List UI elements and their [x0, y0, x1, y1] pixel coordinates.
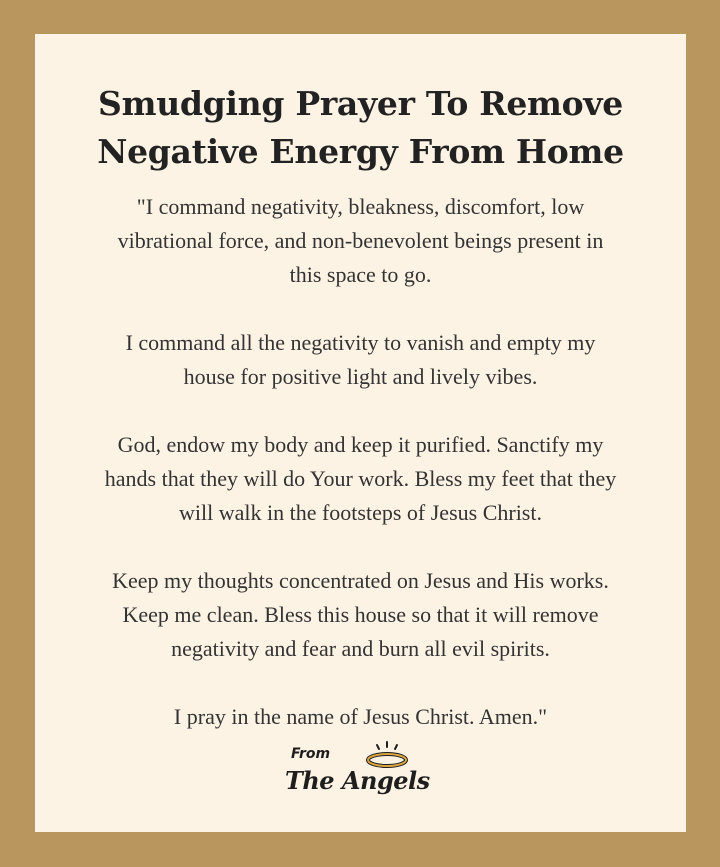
logo-name-text: The Angels — [285, 766, 430, 795]
paragraph — [55, 326, 666, 394]
title-line-1: Smudging Prayer To Remove — [98, 84, 623, 123]
text-line: negativity and fear and burn all evil spirits. — [171, 636, 550, 661]
page-title — [35, 80, 686, 176]
text-line: vibrational force, and non-benevolent beings present in — [117, 228, 604, 253]
text-line: God, endow my body and keep it purified. Sanctify my — [117, 432, 604, 457]
text-line: Keep me clean. Bless this house so that it will remove — [122, 602, 599, 627]
title-line-2: Negative Energy From Home — [97, 132, 624, 171]
logo-from-text: From — [291, 746, 331, 762]
paragraph — [55, 190, 666, 292]
text-line: Keep my thoughts concentrated on Jesus and His works. — [112, 568, 609, 593]
paragraph — [55, 564, 666, 666]
text-line: I pray in the name of Jesus Christ. Amen." — [173, 704, 548, 729]
text-line: "I command negativity, bleakness, discomfort, low — [136, 194, 585, 219]
text-line: house for positive light and lively vibes. — [183, 364, 538, 389]
text-line: hands that they will do Your work. Bless my feet that they — [104, 466, 617, 491]
prayer-body — [55, 190, 666, 768]
text-line: I command all the negativity to vanish and empty my — [125, 330, 596, 355]
text-line: will walk in the footsteps of Jesus Christ. — [179, 500, 542, 525]
paragraph — [55, 428, 666, 530]
paragraph — [55, 700, 666, 734]
text-line: this space to go. — [289, 262, 432, 287]
prayer-card — [35, 34, 686, 832]
logo — [283, 740, 443, 810]
